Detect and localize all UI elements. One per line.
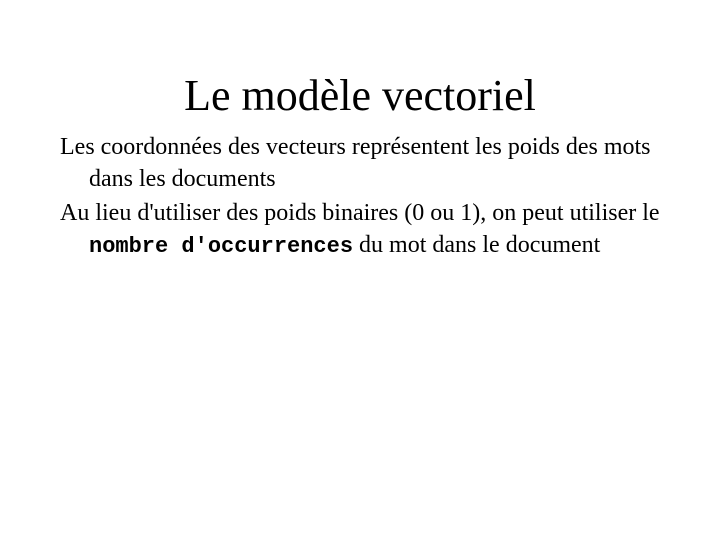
slide-title: Le modèle vectoriel	[184, 71, 536, 120]
paragraph-2-text-before: Au lieu d'utiliser des poids binaires (0 ou 1), on peut utiliser le	[60, 200, 660, 226]
paragraph-2-emphasis: nombre d'occurrences	[89, 234, 354, 259]
paragraph-1	[60, 131, 660, 195]
paragraph-2	[60, 197, 660, 263]
slide-body	[60, 131, 660, 263]
paragraph-1-text: Les coordonnées des vecteurs représentent les poids des mots dans les documents	[60, 134, 651, 192]
paragraph-2-text-after: du mot dans le document	[353, 232, 601, 258]
